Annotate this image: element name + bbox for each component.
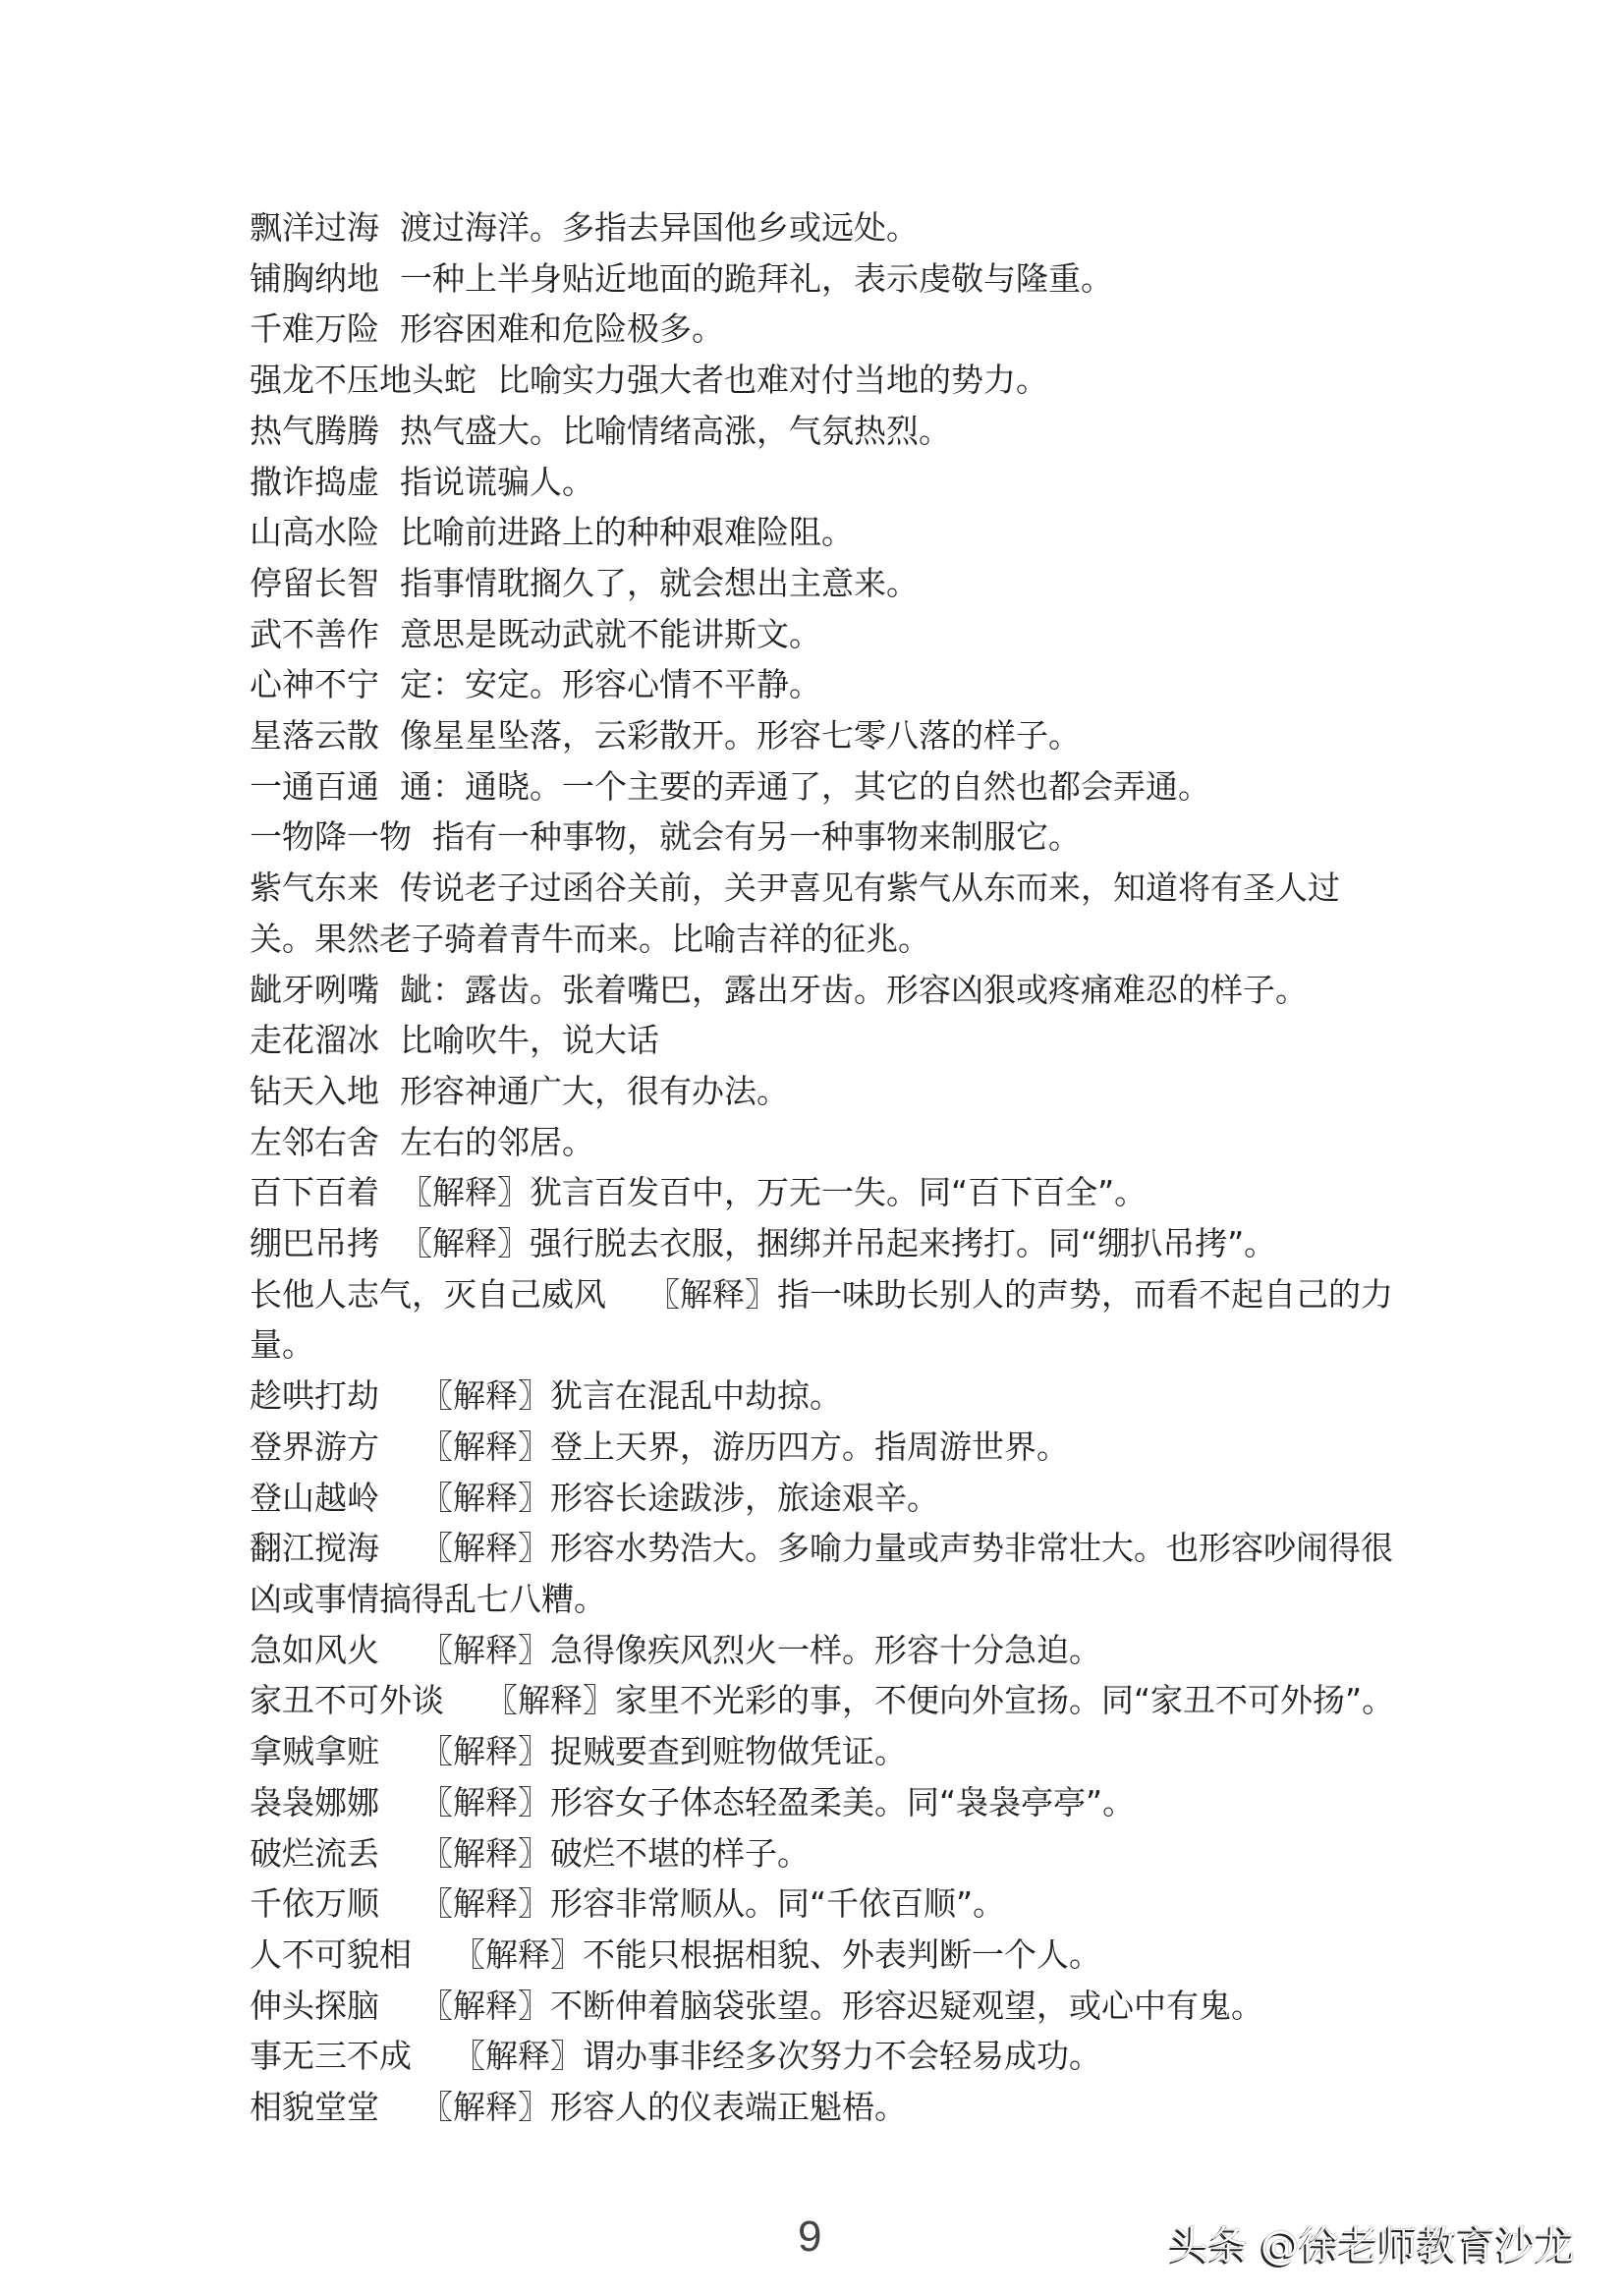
idiom-entry: 撒诈捣虚 指说谎骗人。 <box>250 462 594 501</box>
idiom-entry: 龇牙咧嘴 龇：露齿。张着嘴巴，露出牙齿。形容凶狠或疼痛难忍的样子。 <box>250 970 1308 1009</box>
idiom-entry: 山高水险 比喻前进路上的种种艰难险阻。 <box>250 513 854 552</box>
idiom-entry: 破烂流丢 〖解释〗破烂不堪的样子。 <box>250 1833 810 1873</box>
idiom-entry: 心神不宁 定：安定。形容心情不平静。 <box>250 665 821 704</box>
idiom-entry: 热气腾腾 热气盛大。比喻情绪高涨，气氛热烈。 <box>250 411 951 450</box>
idiom-entry: 一物降一物 指有一种事物，就会有另一种事物来制服它。 <box>250 817 1081 857</box>
idiom-entry: 事无三不成 〖解释〗谓办事非经多次努力不会轻易成功。 <box>250 2037 1101 2076</box>
idiom-entry: 武不善作 意思是既动武就不能讲斯文。 <box>250 614 821 653</box>
idiom-entry: 趁哄打劫 〖解释〗犹言在混乱中劫掠。 <box>250 1376 842 1416</box>
idiom-entry: 登山越岭 〖解释〗形容长途跋涉，旅途艰辛。 <box>250 1478 939 1517</box>
idiom-entry: 走花溜冰 比喻吹牛，说大话 <box>250 1021 659 1060</box>
idiom-entry: 飘洋过海 渡过海洋。多指去异国他乡或远处。 <box>250 208 919 247</box>
idiom-entry: 钻天入地 形容神通广大，很有办法。 <box>250 1071 789 1110</box>
idiom-entry: 袅袅娜娜 〖解释〗形容女子体态轻盈柔美。同“袅袅亭亭”。 <box>250 1782 1136 1821</box>
idiom-entry: 人不可貌相 〖解释〗不能只根据相貌、外表判断一个人。 <box>250 1934 1101 1974</box>
idiom-entry: 左邻右舍 左右的邻居。 <box>250 1122 594 1161</box>
page-number: 9 <box>798 2212 822 2261</box>
idiom-entry: 千难万险 形容困难和危险极多。 <box>250 309 724 349</box>
idiom-entry: 家丑不可外谈 〖解释〗家里不光彩的事，不便向外宣扬。同“家丑不可外扬”。 <box>250 1681 1395 1720</box>
idiom-entry: 紫气东来 传说老子过函谷关前，关尹喜见有紫气从东而来，知道将有圣人过关。果然老子骑着青牛而来。比喻吉祥的征兆。 <box>250 868 1340 958</box>
idiom-entry: 强龙不压地头蛇 比喻实力强大者也难对付当地的势力。 <box>250 361 1048 400</box>
idiom-entry: 千依万顺 〖解释〗形容非常顺从。同“千依百顺”。 <box>250 1884 1006 1924</box>
idiom-entry: 停留长智 指事情耽搁久了，就会想出主意来。 <box>250 563 919 602</box>
idiom-entry: 铺胸纳地 一种上半身贴近地面的跪拜礼，表示虔敬与隆重。 <box>250 258 1113 298</box>
idiom-entry: 登界游方 〖解释〗登上天界，游历四方。指周游世界。 <box>250 1427 1069 1466</box>
idiom-entry: 急如风火 〖解释〗急得像疾风烈火一样。形容十分急迫。 <box>250 1630 1101 1669</box>
idiom-entry: 一通百通 通：通晓。一个主要的弄通了，其它的自然也都会弄通。 <box>250 766 1210 806</box>
idiom-entry: 星落云散 像星星坠落，云彩散开。形容七零八落的样子。 <box>250 716 1081 756</box>
idiom-entry: 伸头探脑 〖解释〗不断伸着脑袋张望。形容迟疑观望，或心中有鬼。 <box>250 1986 1263 2025</box>
idiom-list <box>250 202 1401 2133</box>
idiom-entry: 绷巴吊拷 〖解释〗强行脱去衣服，捆绑并吊起来拷打。同“绷扒吊拷”。 <box>250 1224 1277 1263</box>
watermark: 头条 @徐老师教育沙龙 <box>1169 2223 1575 2268</box>
idiom-entry: 翻江搅海 〖解释〗形容水势浩大。多喻力量或声势非常壮大。也形容吵闹得很凶或事情搞得乱七八糟。 <box>250 1529 1393 1618</box>
idiom-entry: 长他人志气，灭自己威风 〖解释〗指一味助长别人的声势，而看不起自己的力量。 <box>250 1274 1393 1365</box>
idiom-entry: 拿贼拿赃 〖解释〗捉贼要查到赃物做凭证。 <box>250 1732 907 1771</box>
idiom-entry: 百下百着 〖解释〗犹言百发百中，万无一失。同“百下百全”。 <box>250 1173 1148 1212</box>
idiom-entry: 相貌堂堂 〖解释〗形容人的仪表端正魁梧。 <box>250 2088 907 2127</box>
